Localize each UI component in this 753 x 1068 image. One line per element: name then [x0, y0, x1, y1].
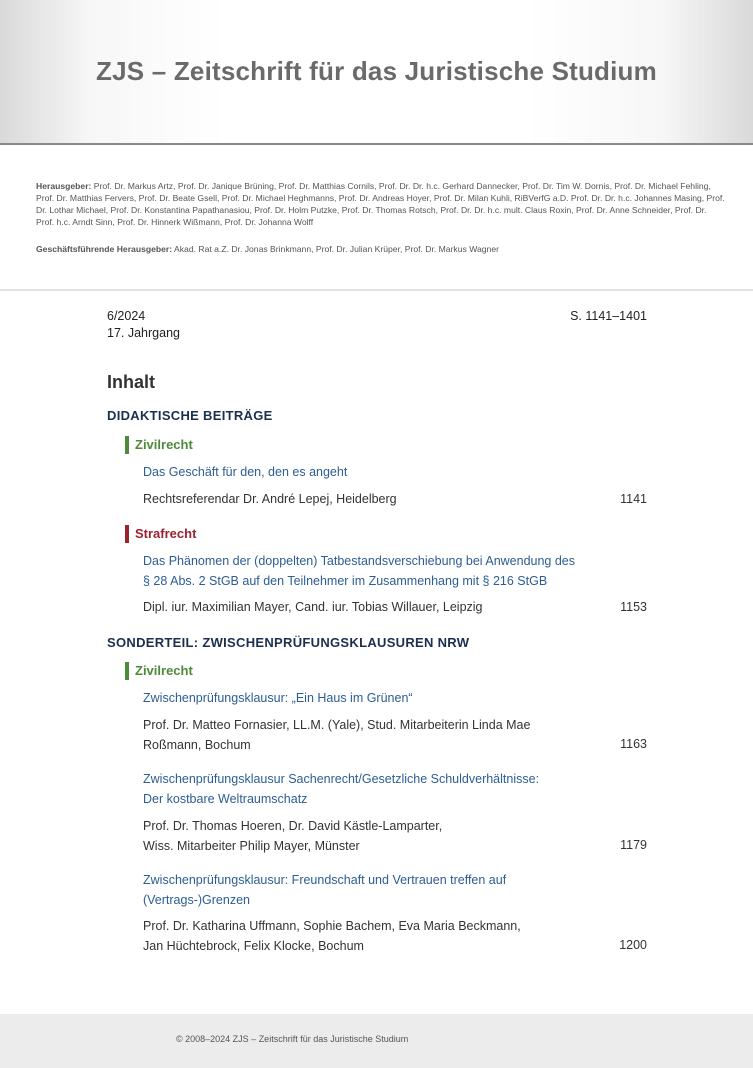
managing-editors-label: Geschäftsführende Herausgeber: [36, 244, 173, 254]
article-authors: Prof. Dr. Matteo Fornasier, LL.M. (Yale), Stud. Mitarbeiterin Linda Mae Roßmann, Bochum [143, 718, 531, 752]
journal-banner [0, 0, 753, 145]
article-authors: Prof. Dr. Thomas Hoeren, Dr. David Kästle-Lamparter, Wiss. Mitarbeiter Philip Mayer, Münster [143, 819, 443, 853]
article-title-link[interactable]: Das Phänomen der (doppelten) Tatbestandsverschiebung bei Anwendung des § 28 Abs. 2 StGB auf den Teilnehmer im Zusammenhang mit § 216 StGB [143, 554, 576, 588]
subsection-strafrecht: Strafrecht [125, 525, 196, 543]
page-footer [0, 1014, 753, 1068]
section-zwischenpruefungsklausuren: SONDERTEIL: ZWISCHENPRÜFUNGSKLAUSUREN NRW [107, 635, 470, 650]
article-page-number: 1163 [620, 737, 647, 751]
article-authors: Dipl. iur. Maximilian Mayer, Cand. iur. Tobias Willauer, Leipzig [143, 600, 483, 614]
article-title-link[interactable]: Zwischenprüfungsklausur: Freundschaft und Vertrauen treffen auf (Vertrags-)Grenzen [143, 873, 507, 907]
issue-volume: 17. Jahrgang [107, 326, 180, 340]
editors-label: Herausgeber: [36, 181, 92, 191]
copyright-text: © 2008–2024 ZJS – Zeitschrift für das Juristische Studium [176, 1034, 409, 1044]
journal-title: ZJS – Zeitschrift für das Juristische Studium [96, 56, 657, 86]
subsection-zivilrecht: Zivilrecht [125, 436, 193, 454]
editors-names: Prof. Dr. Markus Artz, Prof. Dr. Janique Brüning, Prof. Dr. Matthias Cornils, Prof. Dr. Dr. h.c. Gerhard Dannecker, Prof. Dr. Tim W. Dornis, Prof. Dr. Michael Fehling, Prof. Dr. Matthias Fervers, Prof. Dr. Beate Gsell, Prof. Dr. Michael Heghmanns, Prof. Dr. Andreas Hoyer, Prof. Dr. Milan Kuhli, RiBVerfG a.D. Prof. Dr. Dr. h.c. Johannes Masing, Prof. Dr. Lothar Michael, Prof. Dr. Konstantina Papathanasiou, Prof. Dr. Holm Putzke, Prof. Dr. Thomas Rotsch, Prof. Dr. Dr. h.c. mult. Claus Roxin, Prof. Dr. Anne Schneider, Prof. Dr. Prof. h.c. Arndt Sinn, Prof. Dr. Hinnerk Wißmann, Prof. Dr. Johanna Wolff [36, 181, 725, 227]
section-didaktische-beitraege: DIDAKTISCHE BEITRÄGE [107, 408, 273, 423]
article-page-number: 1153 [620, 600, 647, 614]
managing-editors-list [36, 243, 726, 255]
article-authors: Prof. Dr. Katharina Uffmann, Sophie Bachem, Eva Maria Beckmann, Jan Hüchtebrock, Felix Klocke, Bochum [143, 919, 521, 953]
article-title-link[interactable]: Zwischenprüfungsklausur Sachenrecht/Gesetzliche Schuldverhältnisse: Der kostbare Weltraumschatz [143, 772, 540, 806]
toc-heading: Inhalt [107, 372, 155, 392]
editors-list [36, 180, 726, 228]
article-page-number: 1179 [620, 838, 647, 852]
subsection-zivilrecht: Zivilrecht [125, 662, 193, 680]
issue-pages: S. 1141–1401 [570, 309, 647, 323]
article-page-number: 1141 [620, 492, 647, 506]
header-divider [0, 289, 753, 291]
article-title-link[interactable]: Das Geschäft für den, den es angeht [143, 465, 348, 479]
managing-editors-names: Akad. Rat a.Z. Dr. Jonas Brinkmann, Prof. Dr. Julian Krüper, Prof. Dr. Markus Wagner [174, 244, 499, 254]
issue-meta [107, 308, 180, 342]
issue-number: 6/2024 [107, 309, 146, 323]
article-authors: Rechtsreferendar Dr. André Lepej, Heidelberg [143, 492, 397, 506]
article-title-link[interactable]: Zwischenprüfungsklausur: „Ein Haus im Grünen“ [143, 691, 413, 705]
article-page-number: 1200 [619, 938, 647, 952]
